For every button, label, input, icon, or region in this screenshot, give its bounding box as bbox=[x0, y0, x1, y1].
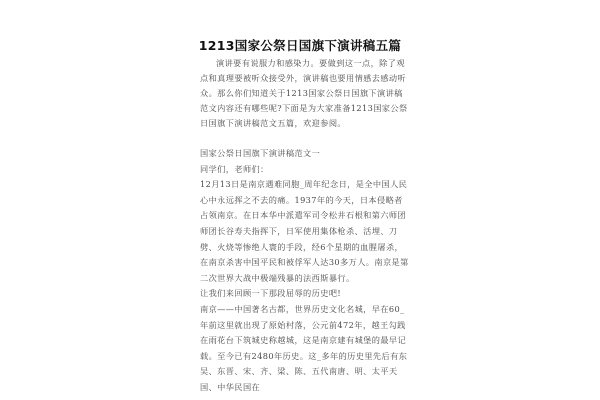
intro-paragraph: 演讲要有说服力和感染力。要做到这一点，除了观点和真理要被听众接受外，演讲稿也要用情感去感动听众。那么你们知道关于1213国家公祭日国旗下演讲稿范文内容还有哪些呢?下面是为大家准备1213国家公祭日国旗下演讲稿范文五篇，欢迎参阅。 bbox=[200, 58, 408, 128]
article-body bbox=[200, 146, 410, 396]
body-paragraph-2: 南京——中国著名古都，世界历史文化名城，早在60_年前这里就出现了原始村落，公元前472年，越王勾践在雨花台下筑城史称越城，这是南京建有城堡的最早记载。至今已有2480年历史。这_多年的历史里先后有东吴、东晋、宋、齐、梁、陈、五代南唐、明、太平天国、中华民国在 bbox=[200, 303, 408, 392]
greeting-line: 同学们，老师们： bbox=[200, 163, 269, 174]
section-heading: 国家公祭日国旗下演讲稿范文一 bbox=[200, 148, 321, 158]
document-title: 1213国家公祭日国旗下演讲稿五篇 bbox=[198, 38, 402, 53]
call-to-remember: 让我们来回顾一下那段屈辱的历史吧! bbox=[200, 288, 342, 299]
body-paragraph-1: 12月13日是南京遇难同胞_周年纪念日，是全中国人民心中永远挥之不去的痛。1937年的今天，日本侵略者占领南京。在日本华中派遣军司令松井石根和第六师团师团长谷寿夫指挥下，日军使用集体枪杀、活埋、刀劈、火烧等惨绝人寰的手段，经6个星期的血腥屠杀，在南京杀害中国平民和被俘军人达30多万人。南京是第二次世界大战中极端残暴的法西斯暴行。 bbox=[200, 179, 409, 283]
